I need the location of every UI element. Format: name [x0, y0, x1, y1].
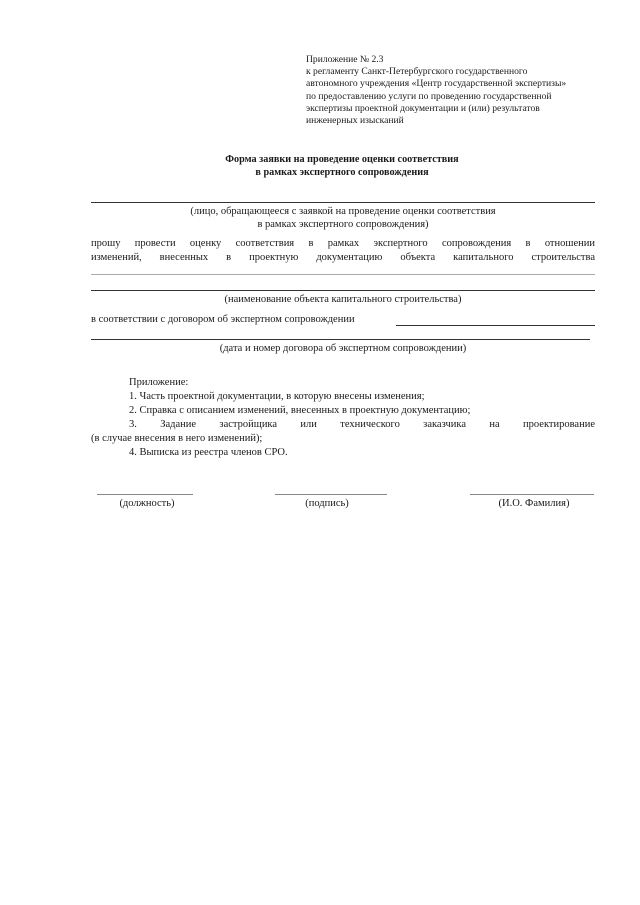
contract-field-line[interactable]: [396, 325, 595, 326]
applicant-caption-line: (лицо, обращающееся с заявкой на проведение оценки соответствия: [190, 206, 496, 217]
attachment-item: 4. Выписка из реестра членов СРО.: [129, 447, 288, 458]
object-field-line[interactable]: [91, 274, 595, 275]
header-line: по предоставлению услуги по проведению государственной: [306, 90, 552, 102]
form-title-line: в рамках экспертного сопровождения: [255, 167, 429, 178]
header-line: автономного учреждения «Центр государственной экспертизы»: [306, 78, 567, 90]
appendix-header: [306, 54, 596, 127]
position-caption: (должность): [119, 498, 175, 509]
contract-text: в соответствии с договором об экспертном сопровождении: [91, 314, 355, 325]
contract-caption: (дата и номер договора об экспертном сопровождении): [219, 343, 467, 354]
contract-field-line[interactable]: [91, 339, 590, 340]
attachments-list: [91, 376, 595, 460]
form-title-line: Форма заявки на проведение оценки соответствия: [225, 154, 459, 165]
header-line: инженерных изысканий: [306, 115, 404, 127]
attachment-item: 3. Задание застройщика или технического заказчика на проектирование: [129, 419, 595, 430]
signature-caption: (подпись): [305, 498, 349, 509]
applicant-caption-line: в рамках экспертного сопровождения): [257, 219, 429, 230]
attachment-item: 1. Часть проектной документации, в которую внесены изменения;: [129, 391, 425, 402]
header-line: к регламенту Санкт-Петербургского государственного: [306, 66, 528, 78]
signature-field-line[interactable]: [275, 494, 387, 495]
name-caption: (И.О. Фамилия): [498, 498, 570, 509]
object-field-line[interactable]: [91, 290, 595, 291]
object-caption: (наименование объекта капитального строительства): [224, 294, 462, 305]
attachment-item-continuation: (в случае внесения в него изменений);: [91, 433, 263, 444]
request-line: изменений, внесенных в проектную документацию объекта капитального строительства: [91, 252, 595, 263]
applicant-field-line[interactable]: [91, 202, 595, 203]
name-field-line[interactable]: [470, 494, 594, 495]
header-line: экспертизы проектной документации и (или) результатов: [306, 102, 540, 114]
form-title: [90, 153, 594, 179]
applicant-caption: [91, 205, 595, 231]
attachments-heading: Приложение:: [129, 377, 189, 388]
position-field-line[interactable]: [97, 494, 193, 495]
request-line: прошу провести оценку соответствия в рамках экспертного сопровождения в отношении: [91, 238, 595, 249]
header-line: Приложение № 2.3: [306, 54, 384, 65]
attachment-item: 2. Справка с описанием изменений, внесенных в проектную документацию;: [129, 405, 471, 416]
